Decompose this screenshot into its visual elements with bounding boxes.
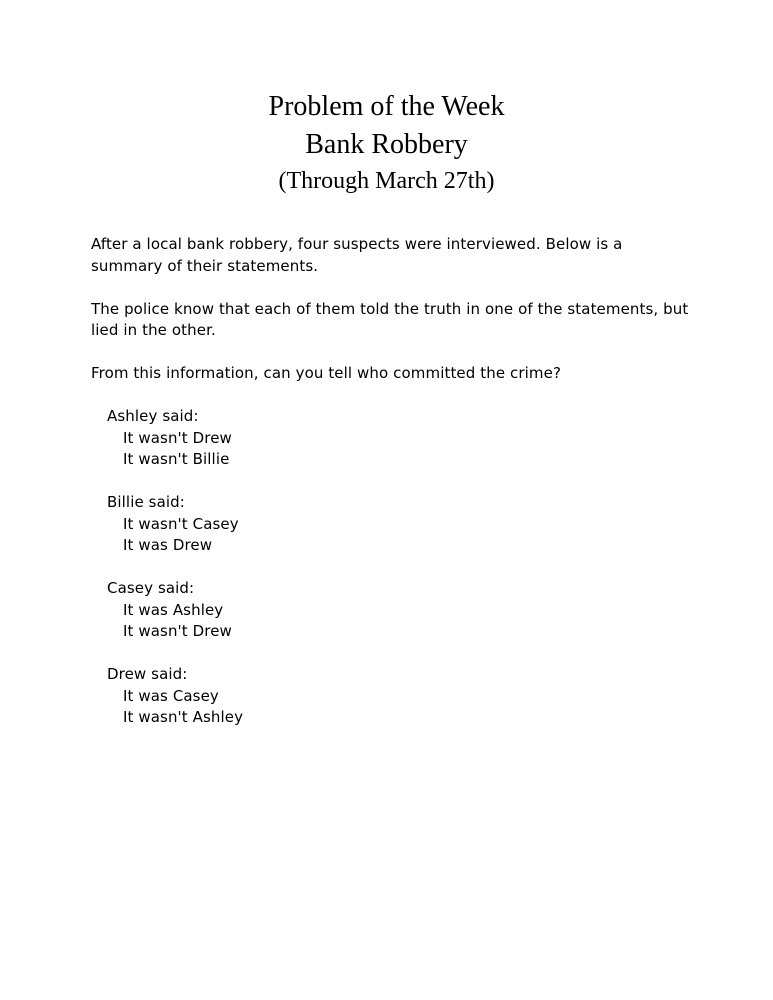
suspect-label: Casey said: <box>107 579 195 597</box>
rules-paragraph: The police know that each of them told the truth in one of the statements, but lied in the other. <box>91 299 689 339</box>
suspect-drew <box>107 664 691 729</box>
document-body <box>91 234 691 750</box>
title-block <box>0 88 773 198</box>
question-paragraph: From this information, can you tell who committed the crime? <box>91 364 562 382</box>
statement: It wasn't Drew <box>123 428 232 447</box>
page-subtitle: Bank Robbery <box>305 129 468 160</box>
suspect-billie <box>107 492 691 557</box>
statement: It was Drew <box>123 536 213 554</box>
statement: It wasn't Ashley <box>123 708 244 726</box>
intro-paragraph: After a local bank robbery, four suspects were interviewed. Below is a summary of their statements. <box>91 235 623 275</box>
suspect-ashley <box>107 406 691 471</box>
statement: It was Ashley <box>123 600 224 619</box>
statement: It wasn't Drew <box>123 622 232 640</box>
suspect-label: Ashley said: <box>107 407 199 425</box>
statement: It wasn't Billie <box>123 450 230 468</box>
page-title: Problem of the Week <box>268 91 505 122</box>
statement: It was Casey <box>123 686 219 705</box>
suspect-label: Drew said: <box>107 665 188 683</box>
suspect-casey <box>107 578 691 643</box>
statement: It wasn't Casey <box>123 514 239 533</box>
suspect-label: Billie said: <box>107 493 185 511</box>
date-range: (Through March 27th) <box>278 168 495 194</box>
